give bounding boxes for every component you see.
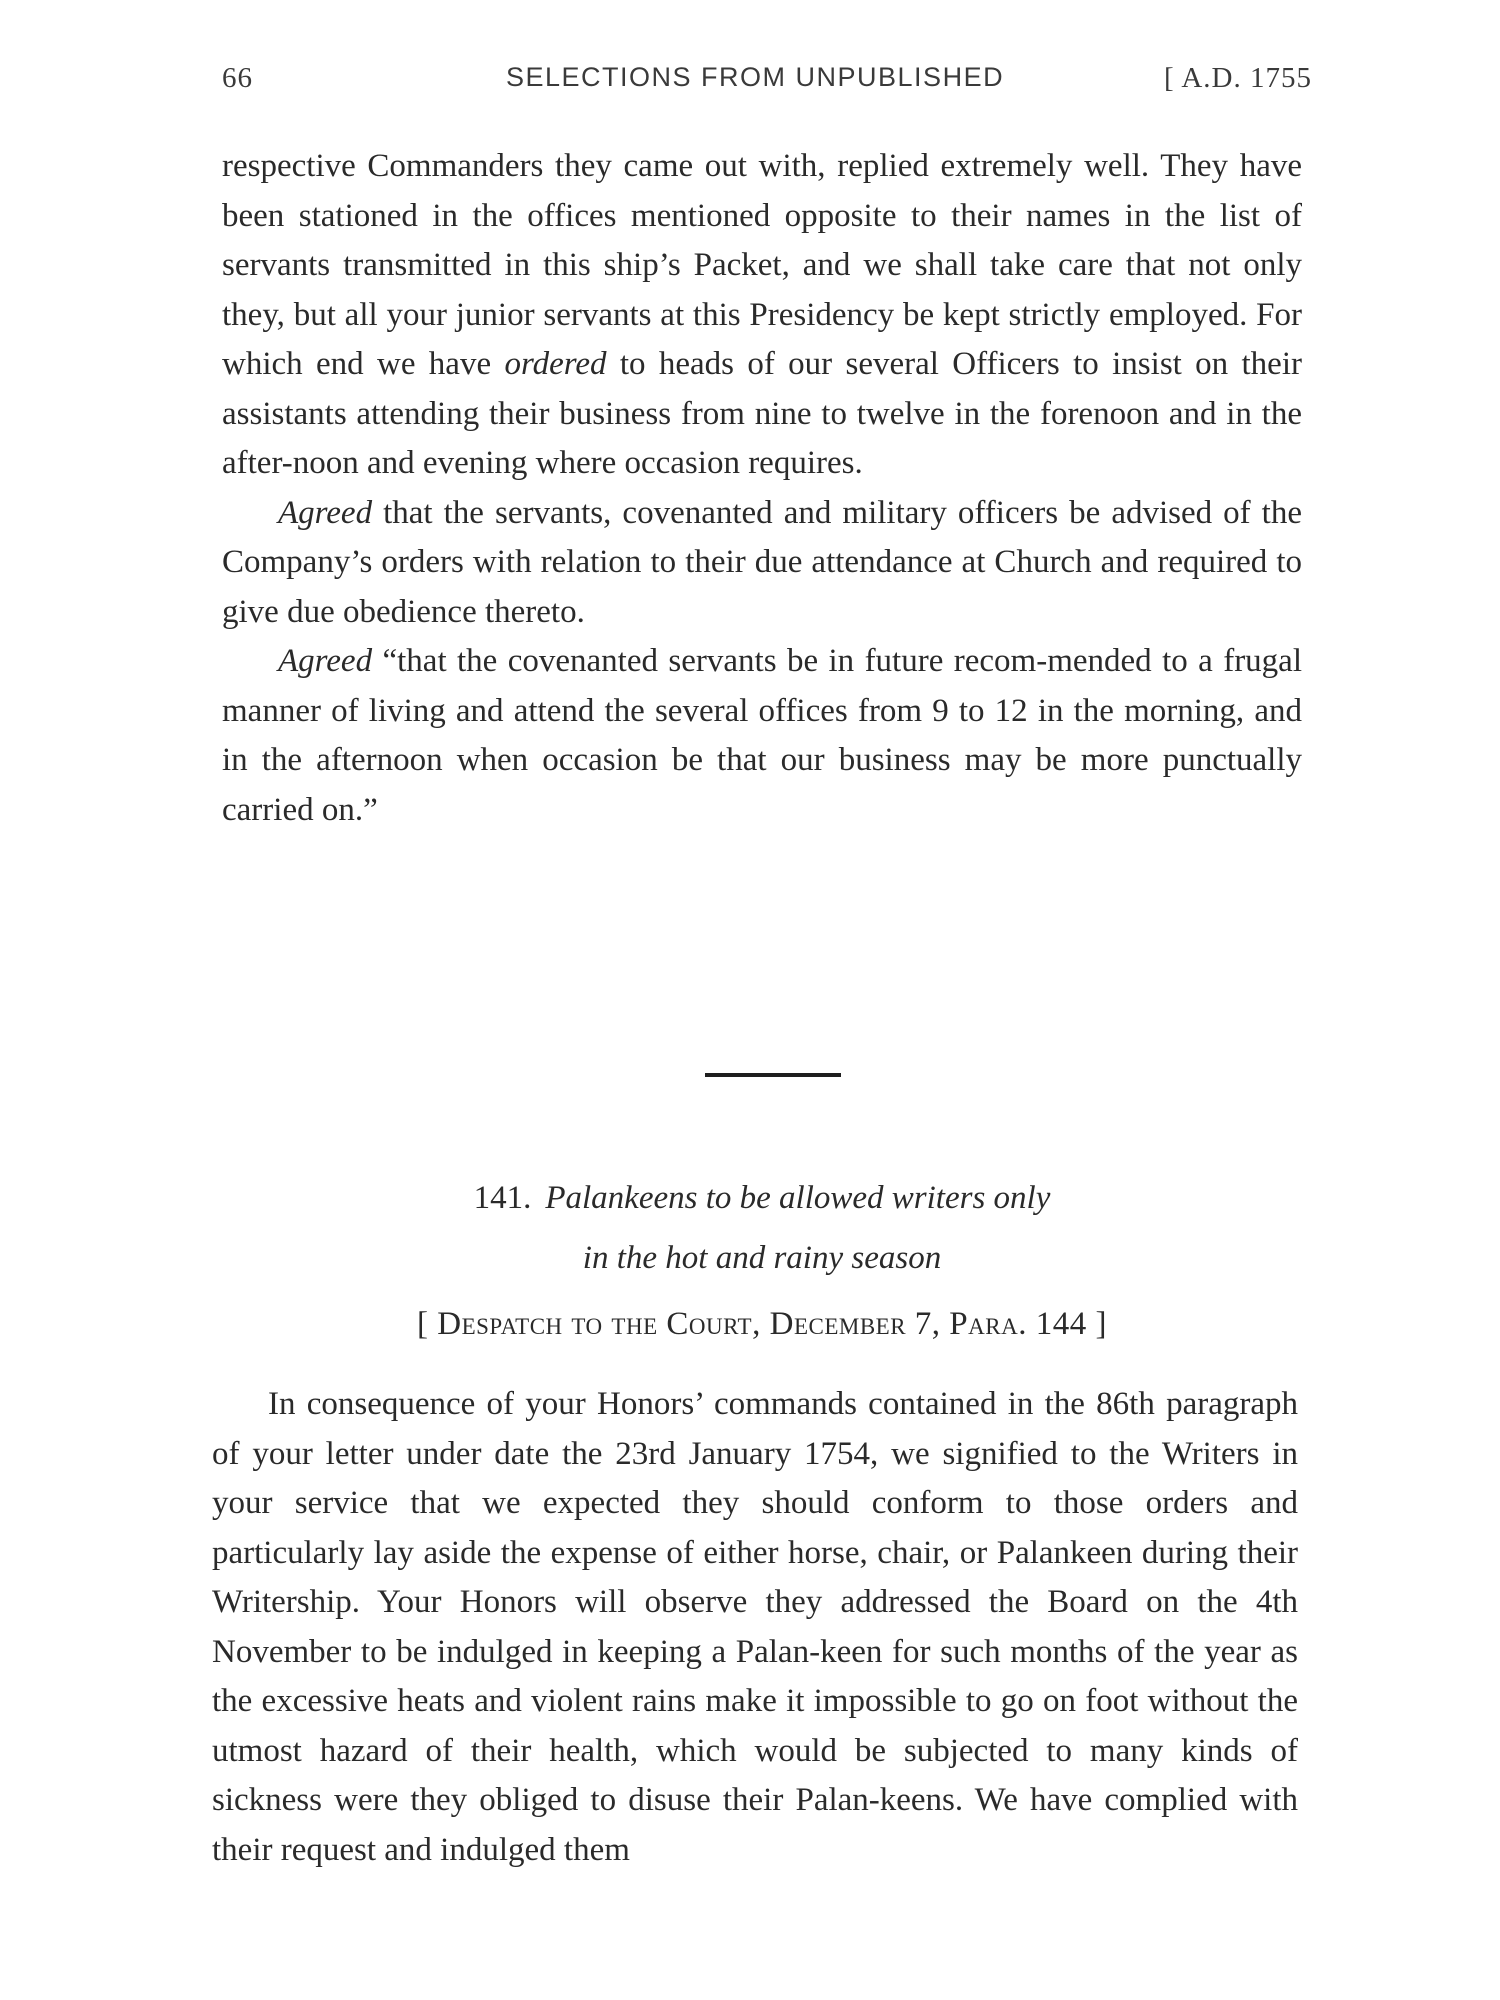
- section-number: 141.: [473, 1180, 532, 1216]
- text-block-bottom: [212, 1380, 1298, 1875]
- agreed-lead-2: Agreed: [278, 643, 373, 679]
- section-heading-line-1: [222, 1168, 1302, 1228]
- section-title-line-1: Palankeens to be allowed writers only: [545, 1180, 1051, 1216]
- continued-paragraph: [222, 142, 1302, 489]
- continued-paragraph-text: respective Commanders they came out with, replied extremely well. They have been stationed in the offices mentioned opposite to their names in the list of servants transmitted in this ship’s Packet, and we shall take care that not only they, but all your junior servants at this Presidency be kept strictly employed. For which end we have: [222, 148, 1302, 382]
- running-head: [222, 62, 1312, 102]
- agreed-paragraph-2: [222, 637, 1302, 835]
- section-heading: [222, 1168, 1302, 1288]
- emphasis-ordered: ordered: [504, 346, 607, 382]
- agreed-paragraph-1: [222, 489, 1302, 638]
- continued-paragraph-end: to heads of our several Officers to insist on their assistants attending their business from nine to twelve in the forenoon and in the after-noon and evening where occasion requires.: [222, 346, 1302, 481]
- running-title: SELECTIONS FROM UNPUBLISHED: [506, 62, 1005, 92]
- text-block-top: [222, 142, 1302, 835]
- source-citation: [ Despatch to the Court, December 7, Para. 144 ]: [417, 1306, 1107, 1342]
- running-date: [ A.D. 1755: [1164, 62, 1312, 94]
- agreed-text-1: that the servants, covenanted and military officers be advised of the Company’s orders with relation to their due attendance at Church and required to give due obedience thereto.: [222, 494, 1302, 630]
- page-number: 66: [222, 62, 253, 94]
- section-body-paragraph: In consequence of your Honors’ commands contained in the 86th paragraph of your letter under date the 23rd January 1754, we signified to the Writers in your service that we expected they should conform to those orders and particularly lay aside the expense of either horse, chair, or Palankeen during their Writership. Your Honors will observe they addressed the Board on the 4th November to be indulged in keeping a Palan-keen for such months of the year as the excessive heats and violent rains make it impossible to go on foot without the utmost hazard of their health, which would be subjected to many kinds of sickness were they obliged to disuse their Palan-keens. We have complied with their request and indulged them: [212, 1386, 1298, 1868]
- agreed-lead-1: Agreed: [278, 494, 373, 531]
- agreed-text-2: “that the covenanted servants be in future recom-mended to a frugal manner of living and attend the several offices from 9 to 12 in the morning, and in the afternoon when occasion be that our business may be more punctually carried on.”: [222, 643, 1302, 828]
- section-divider: [705, 1073, 841, 1077]
- section-title-line-2: in the hot and rainy season: [582, 1240, 942, 1276]
